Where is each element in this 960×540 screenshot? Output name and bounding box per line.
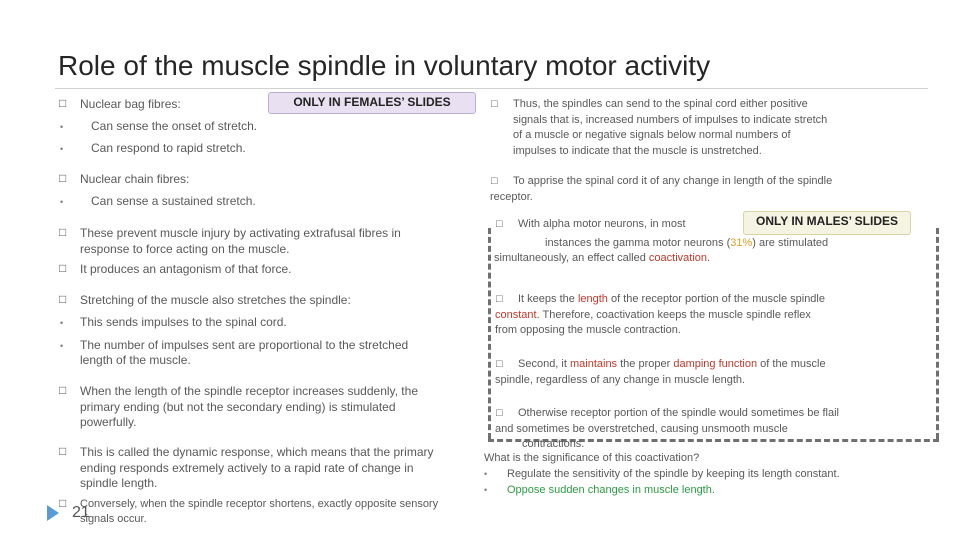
bullet-square-icon: □ [496, 358, 503, 370]
para-impulses: This sends impulses to the spinal cord. [80, 315, 287, 329]
bullet-square-icon: □ [496, 293, 503, 305]
para-dynamic-line2: ending responds extremely actively to a rapid rate of change in [80, 461, 414, 475]
significance-question: What is the significance of this coactivation? [484, 452, 700, 464]
box-keeps-line1: It keeps the length of the receptor portion of the muscle spindle [518, 293, 825, 305]
dashed-border-right [936, 228, 939, 439]
bullet-dot-icon: • [60, 318, 64, 328]
bullet-square-icon: □ [59, 225, 67, 239]
bag-item-1: Can sense the onset of stretch. [91, 119, 258, 133]
box-second-line2: spindle, regardless of any change in muscle length. [495, 374, 746, 386]
para-prevent-injury-line1: These prevent muscle injury by activating extrafusal fibres in [80, 226, 401, 240]
box-alpha-line2: instances the gamma motor neurons (31%) are stimulated [545, 237, 829, 249]
answer-2: Oppose sudden changes in muscle length. [507, 484, 715, 496]
para-thus-line2: signals that is, increased numbers of impulses to indicate stretch [513, 114, 828, 126]
para-proportional-line2: length of the muscle. [80, 353, 191, 367]
nuclear-chain-title: Nuclear chain fibres: [80, 172, 190, 186]
bullet-dot-icon: • [484, 469, 488, 479]
para-thus-line3: of a muscle or negative signals below normal numbers of [513, 129, 791, 141]
bullet-square-icon: □ [496, 218, 503, 230]
box-otherwise-line3: contractions. [522, 438, 585, 450]
nuclear-bag-title: Nuclear bag fibres: [80, 97, 181, 111]
bullet-square-icon: □ [491, 175, 498, 187]
bullet-square-icon: □ [59, 96, 67, 110]
para-length-increase-line1: When the length of the spindle receptor increases suddenly, the [80, 384, 418, 398]
bullet-dot-icon: • [60, 122, 64, 132]
para-apprise-line2: receptor. [490, 191, 533, 203]
para-dynamic-line1: This is called the dynamic response, which means that the primary [80, 445, 434, 459]
bag-item-2: Can respond to rapid stretch. [91, 141, 246, 155]
bullet-dot-icon: • [60, 144, 64, 154]
bullet-square-icon: □ [59, 292, 67, 306]
page-number: 21 [72, 504, 90, 521]
para-length-increase-line2: primary ending (but not the secondary ending) is stimulated [80, 400, 396, 414]
para-thus-line1: Thus, the spindles can send to the spinal cord either positive [513, 98, 808, 110]
bullet-dot-icon: • [484, 485, 488, 495]
bullet-square-icon: □ [59, 383, 67, 397]
bullet-square-icon: □ [59, 261, 67, 275]
para-dynamic-line3: spindle length. [80, 476, 158, 490]
bullet-square-icon: □ [496, 407, 503, 419]
para-conversely-line1: Conversely, when the spindle receptor shortens, exactly opposite sensory [80, 498, 439, 510]
bullet-square-icon: □ [491, 98, 498, 110]
bullet-square-icon: □ [59, 496, 67, 510]
bullet-square-icon: □ [59, 444, 67, 458]
box-otherwise-line1: Otherwise receptor portion of the spindle would sometimes be flail [518, 407, 839, 419]
box-second-line1: Second, it maintains the proper damping function of the muscle [518, 358, 826, 370]
para-antagonism: It produces an antagonism of that force. [80, 262, 292, 276]
answer-1: Regulate the sensitivity of the spindle by keeping its length constant. [507, 468, 840, 480]
box-alpha-line1: With alpha motor neurons, in most [518, 218, 686, 230]
play-arrow-icon [47, 505, 59, 521]
dashed-border-left [488, 228, 491, 439]
bullet-dot-icon: • [60, 197, 64, 207]
box-keeps-line2: constant. Therefore, coactivation keeps the muscle spindle reflex [495, 309, 811, 321]
box-keeps-line3: from opposing the muscle contraction. [495, 324, 681, 336]
para-conversely-line2: signals occur. [80, 513, 147, 525]
chain-item-1: Can sense a sustained stretch. [91, 194, 256, 208]
para-apprise-line1: To apprise the spinal cord it of any change in length of the spindle [513, 175, 833, 187]
para-proportional-line1: The number of impulses sent are proportional to the stretched [80, 338, 409, 352]
title-divider [55, 88, 928, 89]
para-length-increase-line3: powerfully. [80, 415, 137, 429]
box-otherwise-line2: and sometimes be overstretched, causing unsmooth muscle [495, 423, 788, 435]
box-alpha-line3: simultaneously, an effect called coactivation. [494, 252, 711, 264]
bullet-dot-icon: • [60, 341, 64, 351]
females-only-badge: ONLY IN FEMALES’ SLIDES [268, 92, 476, 114]
bullet-square-icon: □ [59, 171, 67, 185]
para-prevent-injury-line2: response to force acting on the muscle. [80, 242, 290, 256]
para-thus-line4: impulses to indicate that the muscle is unstretched. [513, 145, 762, 157]
slide-title: Role of the muscle spindle in voluntary motor activity [58, 50, 711, 81]
males-only-badge: ONLY IN MALES’ SLIDES [743, 211, 911, 235]
para-stretching: Stretching of the muscle also stretches the spindle: [80, 293, 351, 307]
